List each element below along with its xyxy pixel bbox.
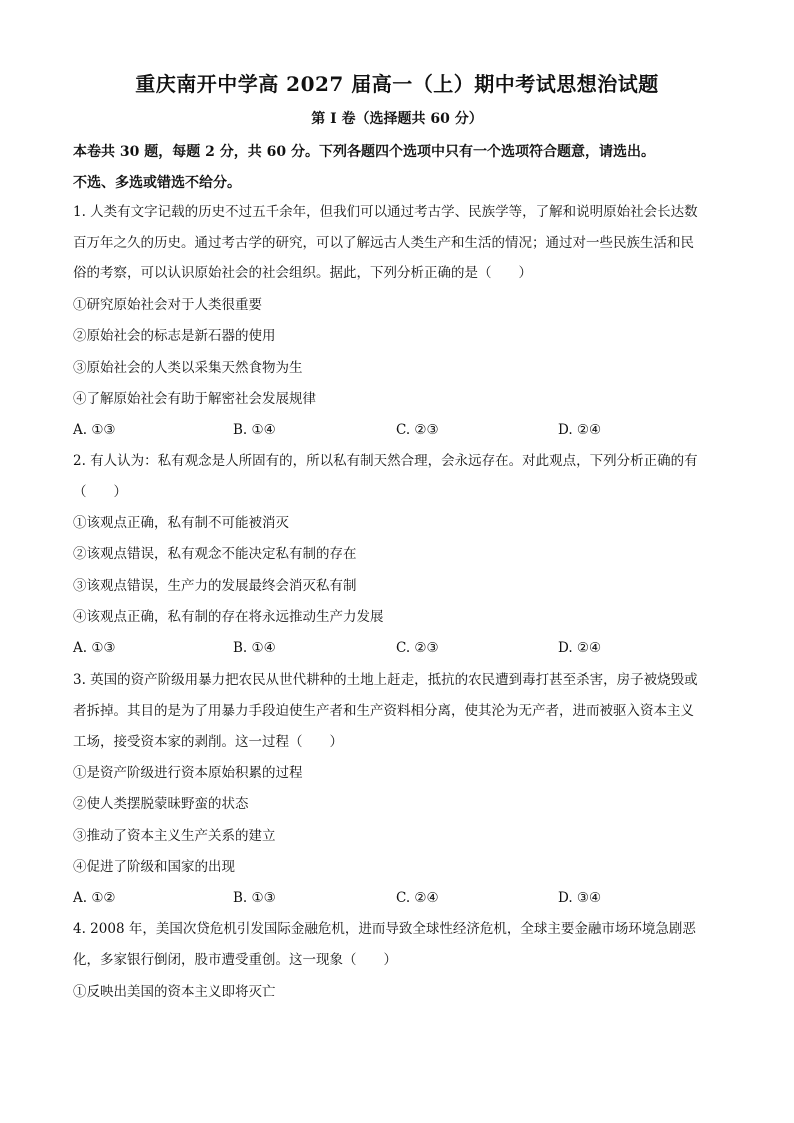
option-c: C. ②④ xyxy=(396,890,439,906)
statement: ②使人类摆脱蒙昧野蛮的状态 xyxy=(73,796,249,812)
question-text: 1. 人类有文字记载的历史不过五千余年，但我们可以通过考古学、民族学等，了解和说明原始社会长达数 xyxy=(73,204,698,220)
question-text: 工场，接受资本家的剥削。这一过程（ ） xyxy=(73,734,343,750)
question-text: 者拆掉。其目的是为了用暴力手段迫使生产者和生产资料相分离，使其沦为无产者，进而被驱入资本主义 xyxy=(73,703,694,719)
option-d: D. ②④ xyxy=(558,422,602,438)
instructions-line: 本卷共 30 题，每题 2 分，共 60 分。下列各题四个选项中只有一个选项符合题意，请选出。 xyxy=(73,144,655,160)
question-text: 2. 有人认为：私有观念是人所固有的，所以私有制天然合理，会永远存在。对此观点，下列分析正确的有 xyxy=(73,453,698,469)
option-d: D. ③④ xyxy=(558,890,602,906)
option-a: A. ①③ xyxy=(73,640,116,656)
option-d: D. ②④ xyxy=(558,640,602,656)
statement: ④促进了阶级和国家的出现 xyxy=(73,859,235,875)
option-c: C. ②③ xyxy=(396,422,439,438)
statement: ①该观点正确，私有制不可能被消灭 xyxy=(73,515,289,531)
statement: ③原始社会的人类以采集天然食物为生 xyxy=(73,360,303,376)
option-c: C. ②③ xyxy=(396,640,439,656)
option-a: A. ①② xyxy=(73,890,116,906)
statement: ③推动了资本主义生产关系的建立 xyxy=(73,828,276,844)
section-heading: 第 I 卷（选择题共 60 分） xyxy=(311,111,483,127)
option-b: B. ①④ xyxy=(233,422,276,438)
statement: ④该观点正确，私有制的存在将永远推动生产力发展 xyxy=(73,609,384,625)
exam-title: 重庆南开中学高 2027 届高一（上）期中考试思想治试题 xyxy=(135,72,659,96)
statement: ②该观点错误，私有观念不能决定私有制的存在 xyxy=(73,546,357,562)
statement: ②原始社会的标志是新石器的使用 xyxy=(73,328,276,344)
question-text: 百万年之久的历史。通过考古学的研究，可以了解远古人类生产和生活的情况；通过对一些民族生活和民 xyxy=(73,235,694,251)
question-text: 3. 英国的资产阶级用暴力把农民从世代耕种的土地上赶走，抵抗的农民遭到毒打甚至杀害，房子被烧毁或 xyxy=(73,672,698,688)
question-text: 化，多家银行倒闭，股市遭受重创。这一现象（ ） xyxy=(73,952,397,968)
statement: ①是资产阶级进行资本原始积累的过程 xyxy=(73,765,303,781)
instructions-line: 不选、多选或错选不给分。 xyxy=(73,175,241,191)
statement: ①反映出美国的资本主义即将灭亡 xyxy=(73,984,276,1000)
statement: ④了解原始社会有助于解密社会发展规律 xyxy=(73,391,316,407)
option-a: A. ①③ xyxy=(73,422,116,438)
statement: ①研究原始社会对于人类很重要 xyxy=(73,297,262,313)
option-b: B. ①③ xyxy=(233,890,276,906)
statement: ③该观点错误，生产力的发展最终会消灭私有制 xyxy=(73,578,357,594)
question-text: （ ） xyxy=(73,484,127,500)
option-b: B. ①④ xyxy=(233,640,276,656)
question-text: 俗的考察，可以认识原始社会的社会组织。据此，下列分析正确的是（ ） xyxy=(73,265,532,281)
question-text: 4. 2008 年，美国次贷危机引发国际金融危机，进而导致全球性经济危机，全球主要金融市场环境急剧恶 xyxy=(73,921,696,937)
